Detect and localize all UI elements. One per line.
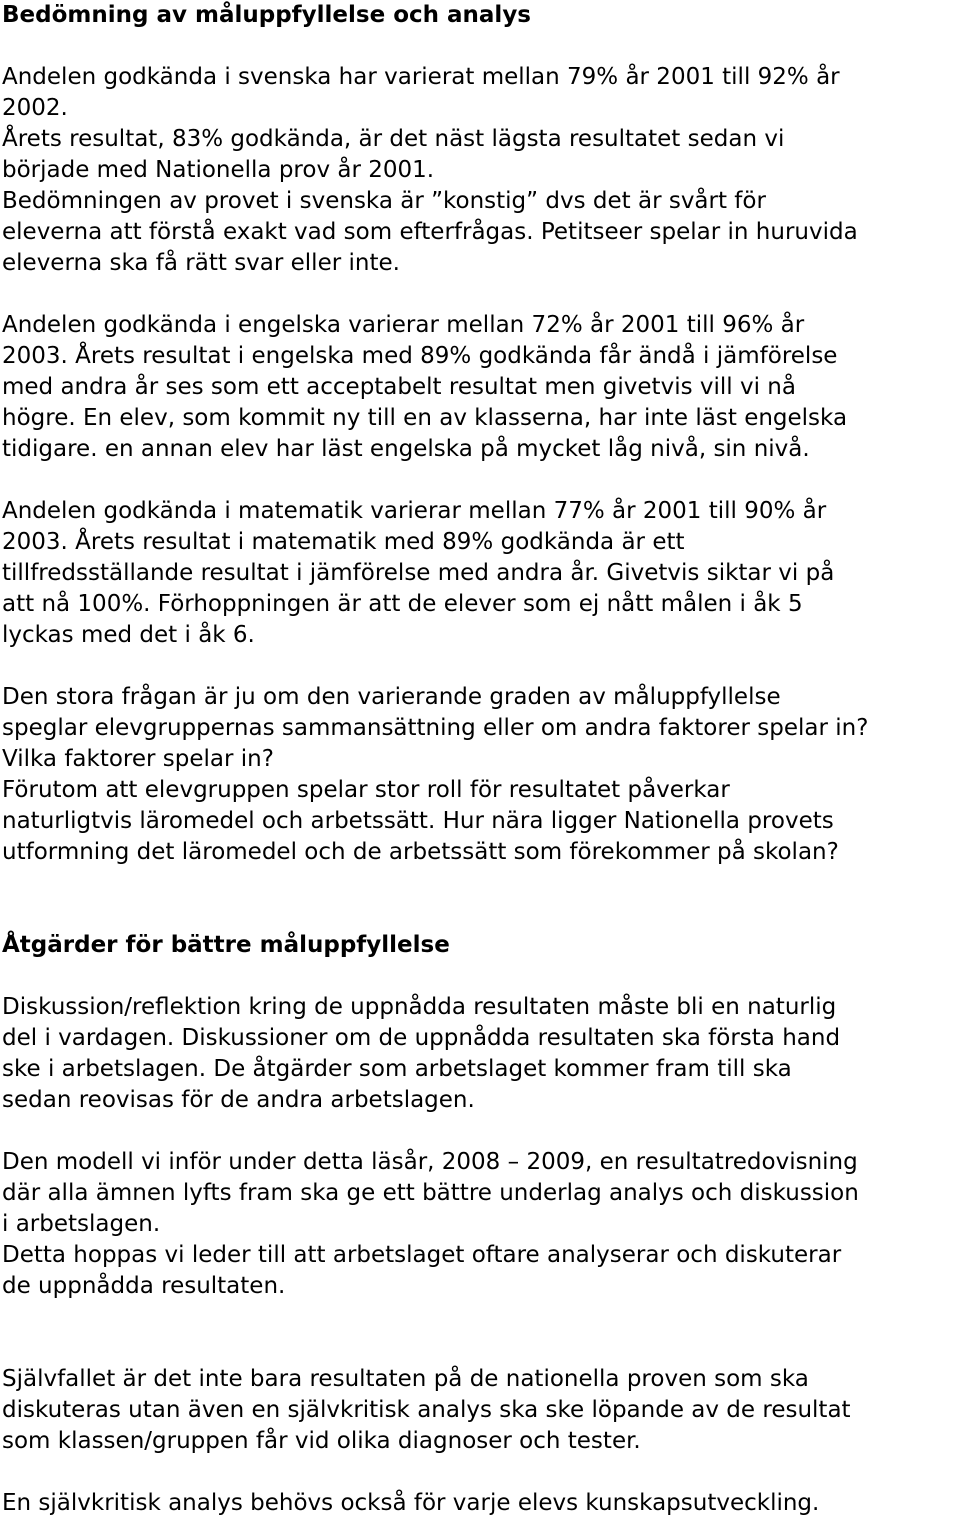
text-line: eleverna att förstå exakt vad som efterfrågas. Petitseer spelar in huruvida [2, 219, 858, 245]
text-line: sedan reovisas för de andra arbetslagen. [2, 1087, 475, 1113]
text-line: del i vardagen. Diskussioner om de uppnådda resultaten ska första hand [2, 1025, 841, 1051]
text-line: i arbetslagen. [2, 1211, 161, 1237]
text-line: där alla ämnen lyfts fram ska ge ett bättre underlag analys och diskussion [2, 1180, 859, 1206]
text-line: diskuteras utan även en självkritisk analys ska ske löpande av de resultat [2, 1397, 851, 1423]
text-line: lyckas med det i åk 6. [2, 622, 255, 648]
text-line: Den modell vi inför under detta läsår, 2008 – 2009, en resultatredovisning [2, 1149, 858, 1175]
text-line: Detta hoppas vi leder till att arbetslaget oftare analyserar och diskuterar [2, 1242, 842, 1268]
text-line: naturligtvis läromedel och arbetssätt. Hur nära ligger Nationella provets [2, 808, 834, 834]
text-line: Andelen godkända i engelska varierar mellan 72% år 2001 till 96% år [2, 312, 805, 338]
paragraph-engelska [2, 310, 958, 465]
paragraph-modell [2, 1147, 958, 1302]
text-line: de uppnådda resultaten. [2, 1273, 286, 1299]
section-heading-actions: Åtgärder för bättre måluppfyllelse [2, 932, 450, 958]
text-line: att nå 100%. Förhoppningen är att de elever som ej nått målen i åk 5 [2, 591, 803, 617]
text-line: Årets resultat, 83% godkända, är det näst lägsta resultatet sedan vi [2, 126, 785, 152]
text-line: Diskussion/reflektion kring de uppnådda resultaten måste bli en naturlig [2, 994, 837, 1020]
paragraph-svenska [2, 62, 958, 279]
paragraph-faktorer [2, 682, 958, 868]
text-line: med andra år ses som ett acceptabelt resultat men givetvis vill vi nå [2, 374, 796, 400]
paragraph-sjalvkritisk [2, 1364, 958, 1457]
paragraph-diskussion [2, 992, 958, 1116]
text-line: Andelen godkända i svenska har varierat mellan 79% år 2001 till 92% år [2, 64, 840, 90]
text-line: började med Nationella prov år 2001. [2, 157, 435, 183]
text-line: Andelen godkända i matematik varierar mellan 77% år 2001 till 90% år [2, 498, 827, 524]
paragraph-kunskapsutveckling [2, 1488, 958, 1519]
text-line: 2002. [2, 95, 68, 121]
text-line: högre. En elev, som kommit ny till en av klasserna, har inte läst engelska [2, 405, 848, 431]
section-heading-analysis: Bedömning av måluppfyllelse och analys [2, 2, 531, 28]
text-line: Förutom att elevgruppen spelar stor roll för resultatet påverkar [2, 777, 730, 803]
paragraph-matematik [2, 496, 958, 651]
text-line: Vilka faktorer spelar in? [2, 746, 274, 772]
text-line: Självfallet är det inte bara resultaten på de nationella proven som ska [2, 1366, 809, 1392]
text-line: ske i arbetslagen. De åtgärder som arbetslaget kommer fram till ska [2, 1056, 792, 1082]
text-line: speglar elevgruppernas sammansättning eller om andra faktorer spelar in? [2, 715, 869, 741]
text-line: tillfredsställande resultat i jämförelse med andra år. Givetvis siktar vi på [2, 560, 835, 586]
text-line: eleverna ska få rätt svar eller inte. [2, 250, 400, 276]
text-line: tidigare. en annan elev har läst engelska på mycket låg nivå, sin nivå. [2, 436, 810, 462]
text-line: utformning det läromedel och de arbetssätt som förekommer på skolan? [2, 839, 839, 865]
document-page [2, 0, 958, 1519]
text-line: 2003. Årets resultat i engelska med 89% godkända får ändå i jämförelse [2, 343, 838, 369]
text-line: 2003. Årets resultat i matematik med 89% godkända är ett [2, 529, 685, 555]
text-line: En självkritisk analys behövs också för varje elevs kunskapsutveckling. [2, 1490, 820, 1516]
text-line: som klassen/gruppen får vid olika diagnoser och tester. [2, 1428, 641, 1454]
text-line: Den stora frågan är ju om den varierande graden av måluppfyllelse [2, 684, 781, 710]
text-line: Bedömningen av provet i svenska är ”konstig” dvs det är svårt för [2, 188, 766, 214]
